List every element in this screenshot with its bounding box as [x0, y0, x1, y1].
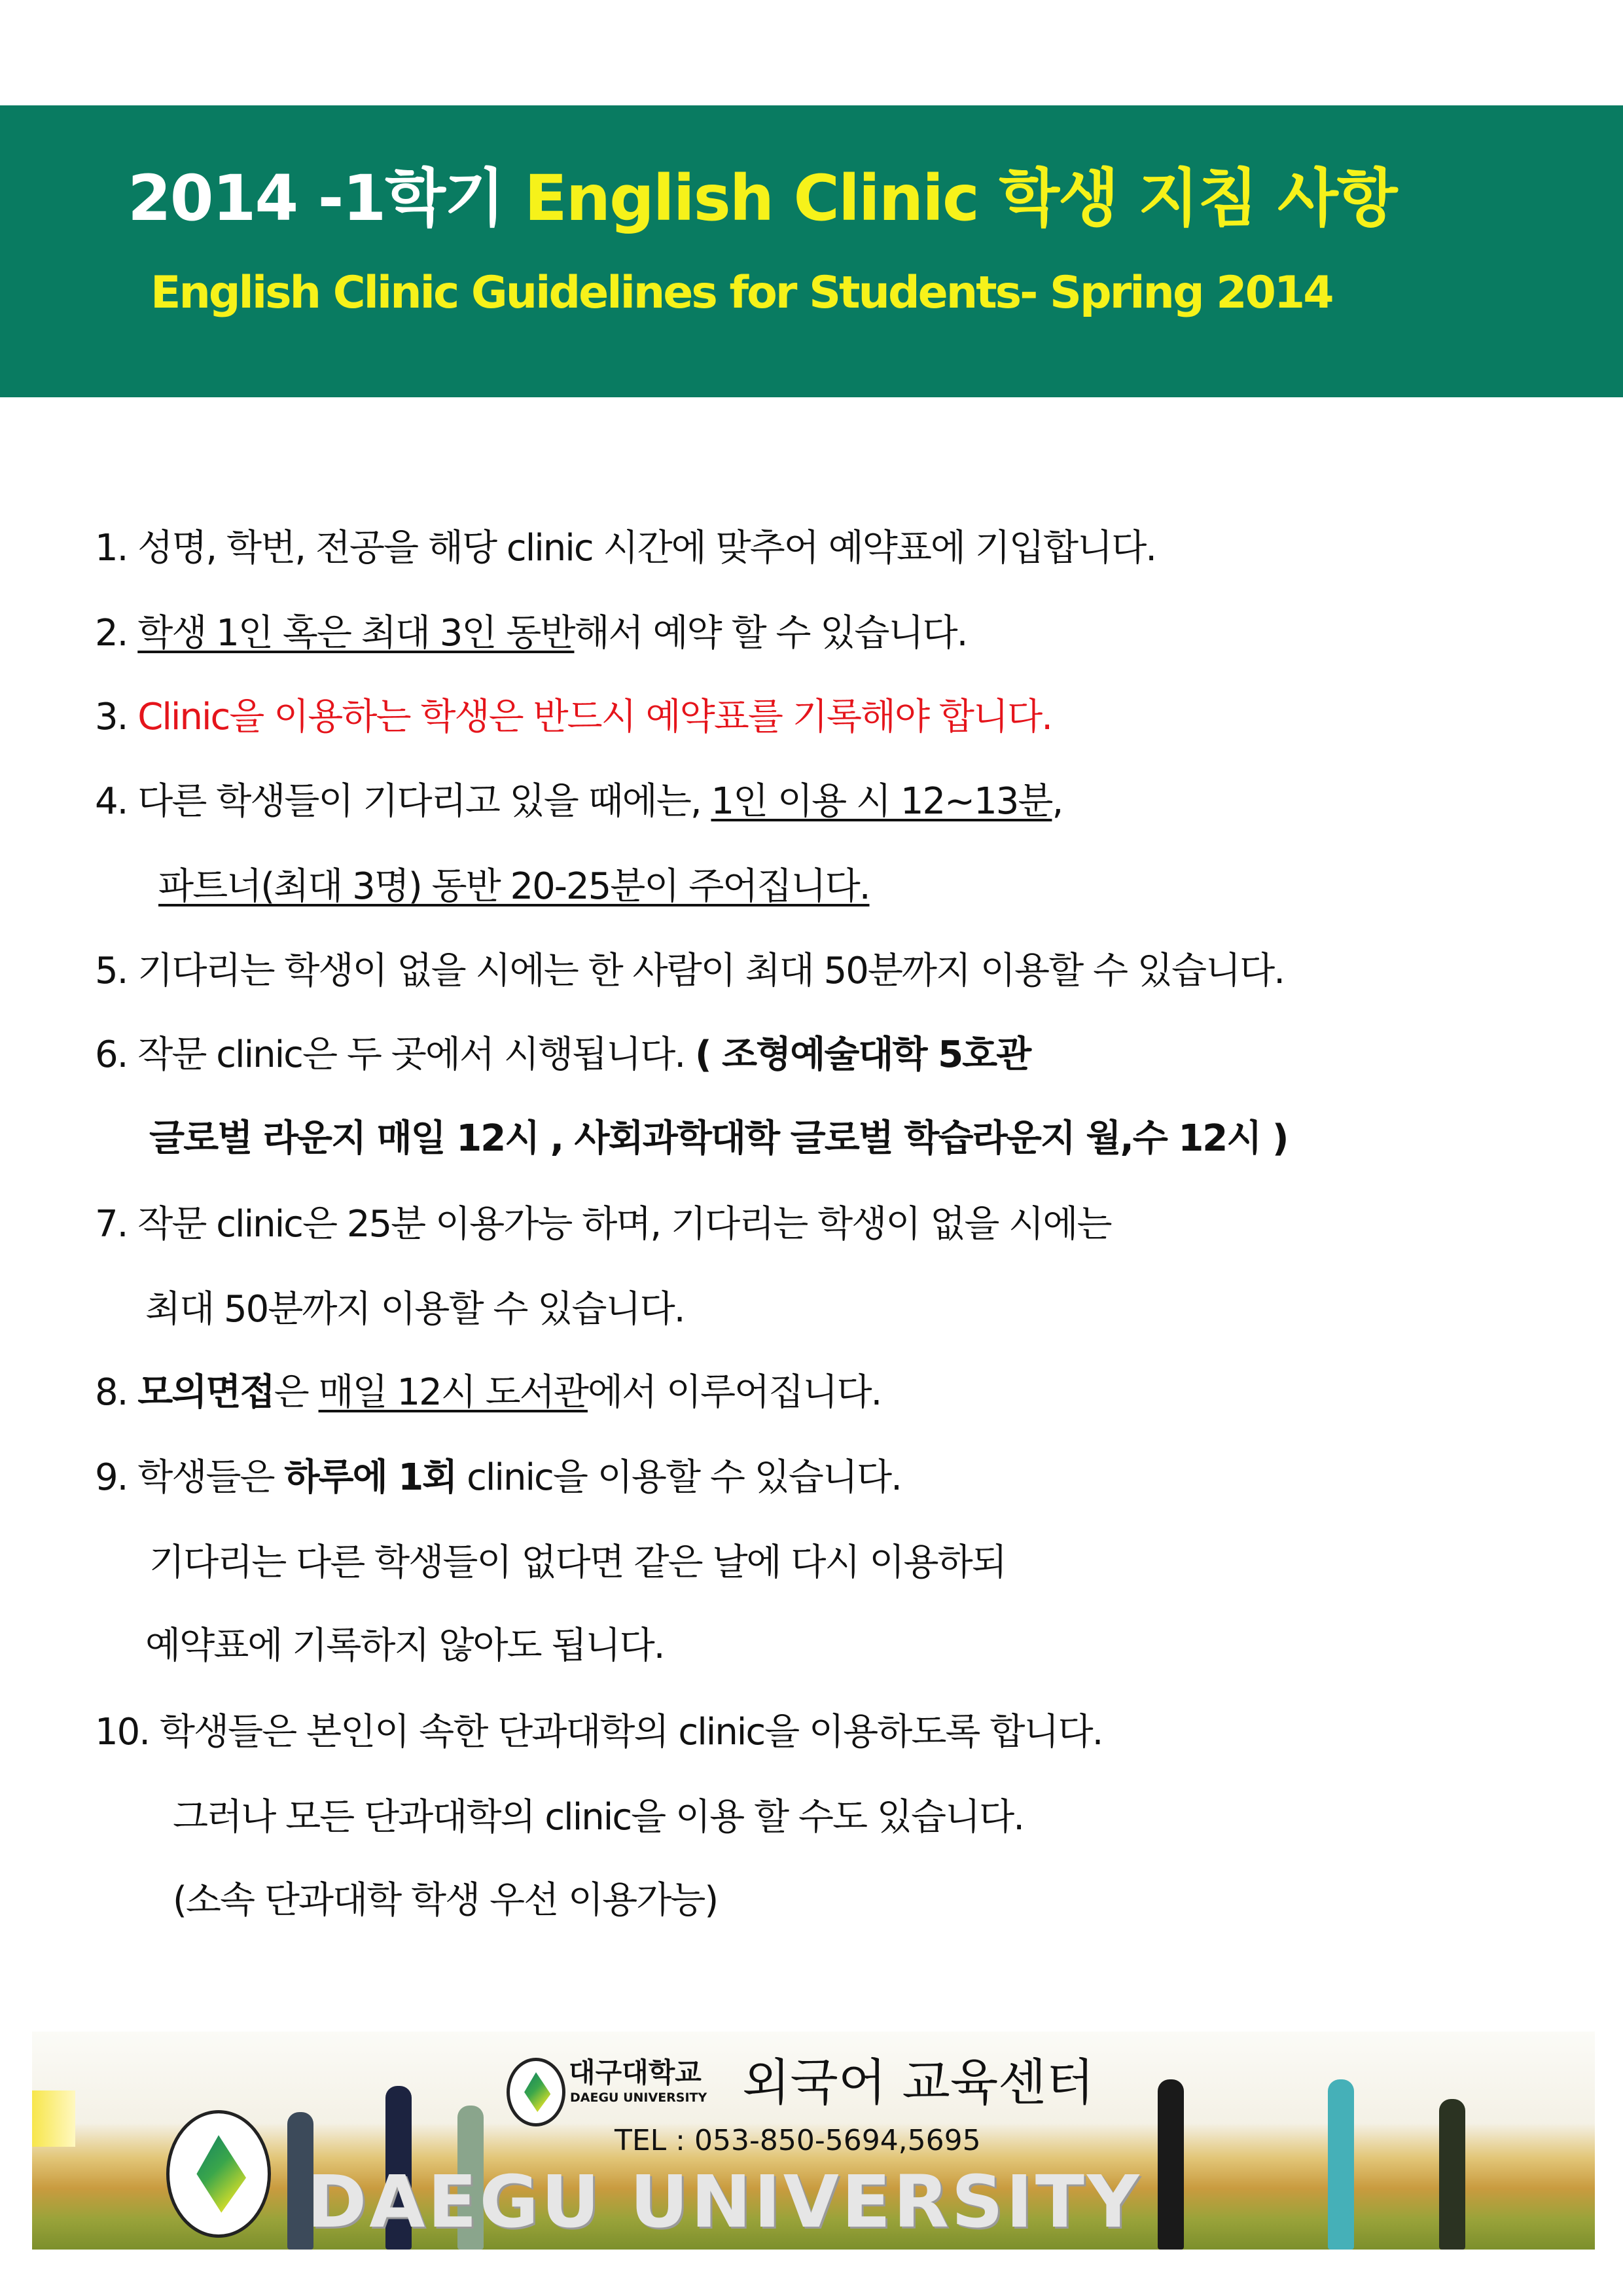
university-name-eng: DAEGU UNIVERSITY: [570, 2090, 707, 2105]
text-segment: 9. 학생들은: [95, 1456, 285, 1499]
university-name-kor: 대구대학교: [569, 2056, 702, 2089]
text-segment: 10. 학생들은 본인이 속한 단과대학의 clinic을 이용하도록 합니다.: [95, 1711, 1103, 1753]
bold-text: 모의면접: [137, 1371, 274, 1414]
text-segment: 은: [274, 1371, 319, 1414]
guideline-line: [95, 1371, 1571, 1414]
page-title: [128, 164, 1567, 234]
guideline-line: [149, 1541, 1571, 1584]
guideline-line: [95, 950, 1571, 992]
underlined-text: 매일 12시 도서관: [318, 1371, 588, 1414]
bold-text: 글로벌 라운지 매일 12시 , 사회과학대학 글로벌 학습라운지 월,수 12시 ): [149, 1117, 1288, 1160]
underlined-text: 학생 1인 혹은 최대 3인 동반: [137, 612, 575, 655]
guideline-line: [149, 1117, 1571, 1160]
student-figure: [1439, 2099, 1465, 2250]
underlined-text: 1인 이용 시 12~13분: [711, 780, 1052, 823]
page-subtitle: English Clinic Guidelines for Students- Spring 2014: [151, 267, 1332, 319]
guideline-line: [95, 696, 1571, 738]
title-main: English Clinic 학생 지침 사항: [524, 162, 1397, 235]
text-segment: 4. 다른 학생들이 기다리고 있을 때에는,: [95, 780, 711, 823]
guideline-line: [173, 1879, 1571, 1922]
text-segment: 기다리는 다른 학생들이 없다면 같은 날에 다시 이용하되: [149, 1541, 1006, 1584]
student-figure: [1158, 2079, 1184, 2250]
bold-text: ( 조형예술대학 5호관: [694, 1033, 1031, 1076]
text-segment: 5. 기다리는 학생이 없을 시에는 한 사람이 최대 50분까지 이용할 수 있습니다.: [95, 950, 1285, 992]
text-segment: ,: [1052, 780, 1063, 823]
text-segment: 6. 작문 clinic은 두 곳에서 시행됩니다.: [95, 1033, 695, 1076]
university-seal-icon: [166, 2110, 271, 2238]
text-segment: 예약표에 기록하지 않아도 됩니다.: [145, 1624, 664, 1667]
guideline-line: [95, 1203, 1571, 1246]
guideline-line: [145, 1624, 1571, 1667]
title-banner: [0, 105, 1623, 397]
telephone: TEL : 053-850-5694,5695: [615, 2124, 981, 2157]
title-semester: 2014 -1학기: [128, 162, 525, 235]
guideline-line: [158, 865, 1571, 908]
text-segment: 3.: [95, 696, 138, 738]
text-segment: 8.: [95, 1371, 138, 1414]
text-segment: 에서 이루어집니다.: [587, 1371, 882, 1414]
footer-banner: [32, 2032, 1595, 2250]
guideline-line: [95, 1456, 1571, 1499]
guideline-line: [145, 1288, 1571, 1331]
decorative-bar: [32, 2090, 75, 2147]
text-segment: 1. 성명, 학번, 전공을 해당 clinic 시간에 맞추어 예약표에 기입합니다.: [95, 527, 1156, 569]
center-name: 외국어 교육센터: [742, 2053, 1095, 2111]
guideline-line: [95, 1033, 1571, 1076]
student-figure: [1328, 2079, 1354, 2250]
text-segment: clinic을 이용할 수 있습니다.: [456, 1456, 901, 1499]
guideline-line: [95, 612, 1571, 655]
highlighted-text: Clinic을 이용하는 학생은 반드시 예약표를 기록해야 합니다.: [137, 696, 1052, 738]
guideline-line: [173, 1796, 1571, 1839]
text-segment: 최대 50분까지 이용할 수 있습니다.: [145, 1288, 685, 1331]
guideline-line: [95, 527, 1571, 569]
bold-text: 하루에 1회: [284, 1456, 457, 1499]
university-logo-icon: [507, 2058, 565, 2126]
banner-lettering: DAEGU UNIVERSITY: [307, 2160, 1142, 2244]
text-segment: 해서 예약 할 수 있습니다.: [574, 612, 967, 655]
guideline-line: [95, 1711, 1571, 1753]
underlined-text: 파트너(최대 3명) 동반 20-25분이 주어집니다.: [158, 865, 870, 908]
text-segment: 7. 작문 clinic은 25분 이용가능 하며, 기다리는 학생이 없을 시에는: [95, 1203, 1111, 1246]
text-segment: 그러나 모든 단과대학의 clinic을 이용 할 수도 있습니다.: [173, 1796, 1024, 1839]
text-segment: (소속 단과대학 학생 우선 이용가능): [173, 1879, 718, 1922]
guideline-line: [95, 780, 1571, 823]
text-segment: 2.: [95, 612, 138, 655]
